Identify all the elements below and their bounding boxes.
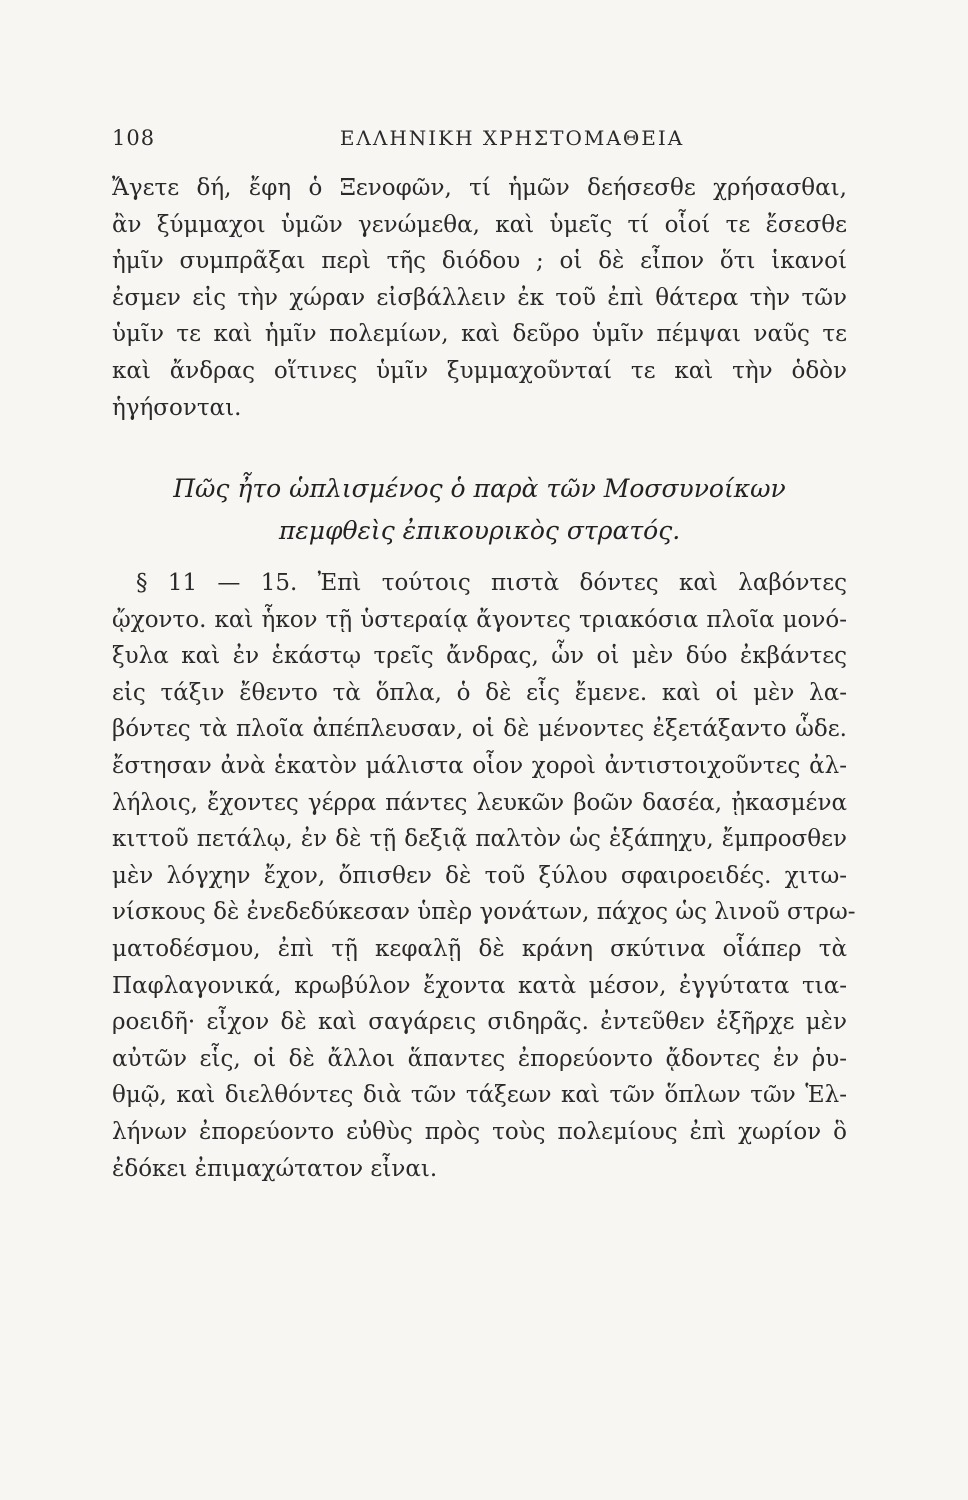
text-line: λήνων ἐπορεύοντο εὐθὺς πρὸς τοὺς πολεμίους ἐπὶ χωρίον ὃ <box>112 1118 847 1145</box>
text-line: ἂν ξύμμαχοι ὑμῶν γενώμεθα, καὶ ὑμεῖς τί οἷοί τε ἔσεσθε <box>112 211 847 238</box>
text-line: βόντες τὰ πλοῖα ἀπέπλευσαν, οἱ δὲ μένοντες ἐξετάξαντο ὧδε. <box>112 716 847 743</box>
section-heading-line-1: Πῶς ἦτο ὡπλισμένος ὁ παρὰ τῶν Μοσσυνοίκων <box>173 474 786 503</box>
text-line: ροειδῆ· εἶχον δὲ καὶ σαγάρεις σιδηρᾶς. ἐντεῦθεν ἐξῆρχε μὲν <box>112 1009 847 1036</box>
text-line: ὑμῖν τε καὶ ἡμῖν πολεμίων, καὶ δεῦρο ὑμῖν πέμψαι ναῦς τε <box>112 321 847 348</box>
text-line: νίσκους δὲ ἐνεδεδύκεσαν ὑπὲρ γονάτων, πάχος ὡς λινοῦ στρω- <box>112 899 856 926</box>
text-line: ᾤχοντο. καὶ ἧκον τῇ ὑστεραίᾳ ἄγοντες τριακόσια πλοῖα μονό- <box>112 606 847 633</box>
running-title: ΕΛΛΗΝΙΚΗ ΧΡΗΣΤΟΜΑΘΕΙΑ <box>339 126 685 150</box>
text-line: ἡγήσονται. <box>112 394 242 421</box>
text-line: ξυλα καὶ ἐν ἑκάστῳ τρεῖς ἄνδρας, ὧν οἱ μὲν δύο ἐκβάντες <box>112 643 847 670</box>
paragraph-dialogue <box>112 170 847 426</box>
text-line: κιττοῦ πετάλῳ, ἐν δὲ τῇ δεξιᾷ παλτὸν ὡς ἑξάπηχυ, ἔμπροσθεν <box>112 826 847 853</box>
paragraph-section-11-15 <box>112 565 856 1187</box>
text-line: ἡμῖν συμπρᾶξαι περὶ τῆς διόδου ; οἱ δὲ εἶπον ὅτι ἱκανοί <box>112 248 847 275</box>
text-line: αὐτῶν εἷς, οἱ δὲ ἄλλοι ἅπαντες ἐπορεύοντο ᾄδοντες ἐν ῥυ- <box>112 1045 847 1072</box>
text-line: καὶ ἄνδρας οἵτινες ὑμῖν ξυμμαχοῦνταί τε καὶ τὴν ὁδὸν <box>112 357 847 384</box>
running-header <box>112 126 872 156</box>
text-line: ἐσμεν εἰς τὴν χώραν εἰσβάλλειν ἐκ τοῦ ἐπὶ θάτερα τὴν τῶν <box>112 284 847 311</box>
text-line: Ἄγετε δή, ἔφη ὁ Ξενοφῶν, τί ἡμῶν δεήσεσθε χρήσασθαι, <box>112 175 847 201</box>
text-line: θμῷ, καὶ διελθόντες διὰ τῶν τάξεων καὶ τῶν ὅπλων τῶν Ἑλ- <box>112 1082 847 1109</box>
page-number: 108 <box>112 126 156 150</box>
text-line: ἐδόκει ἐπιμαχώτατον εἶναι. <box>112 1155 438 1182</box>
text-line: ματοδέσμου, ἐπὶ τῇ κεφαλῇ δὲ κράνη σκύτινα οἷάπερ τὰ <box>112 935 847 962</box>
text-line: Παφλαγονικά, κρωβύλον ἔχοντα κατὰ μέσον, ἐγγύτατα τια- <box>112 972 847 999</box>
text-line: § 11 — 15. Ἐπὶ τούτοις πιστὰ δόντες καὶ λαβόντες <box>136 570 847 596</box>
text-line: εἰς τάξιν ἔθεντο τὰ ὅπλα, ὁ δὲ εἷς ἔμενε. καὶ οἱ μὲν λα- <box>112 679 847 706</box>
text-line: ἔστησαν ἀνὰ ἑκατὸν μάλιστα οἷον χοροὶ ἀντιστοιχοῦντες ἀλ- <box>112 752 847 779</box>
text-line: μὲν λόγχην ἔχον, ὄπισθεν δὲ τοῦ ξύλου σφαιροειδές. χιτω- <box>112 862 847 889</box>
section-heading-line-2: πεμφθεὶς ἐπικουρικὸς στρατός. <box>278 516 681 545</box>
text-line: λήλοις, ἔχοντες γέρρα πάντες λευκῶν βοῶν δασέα, ᾐκασμένα <box>112 789 847 816</box>
